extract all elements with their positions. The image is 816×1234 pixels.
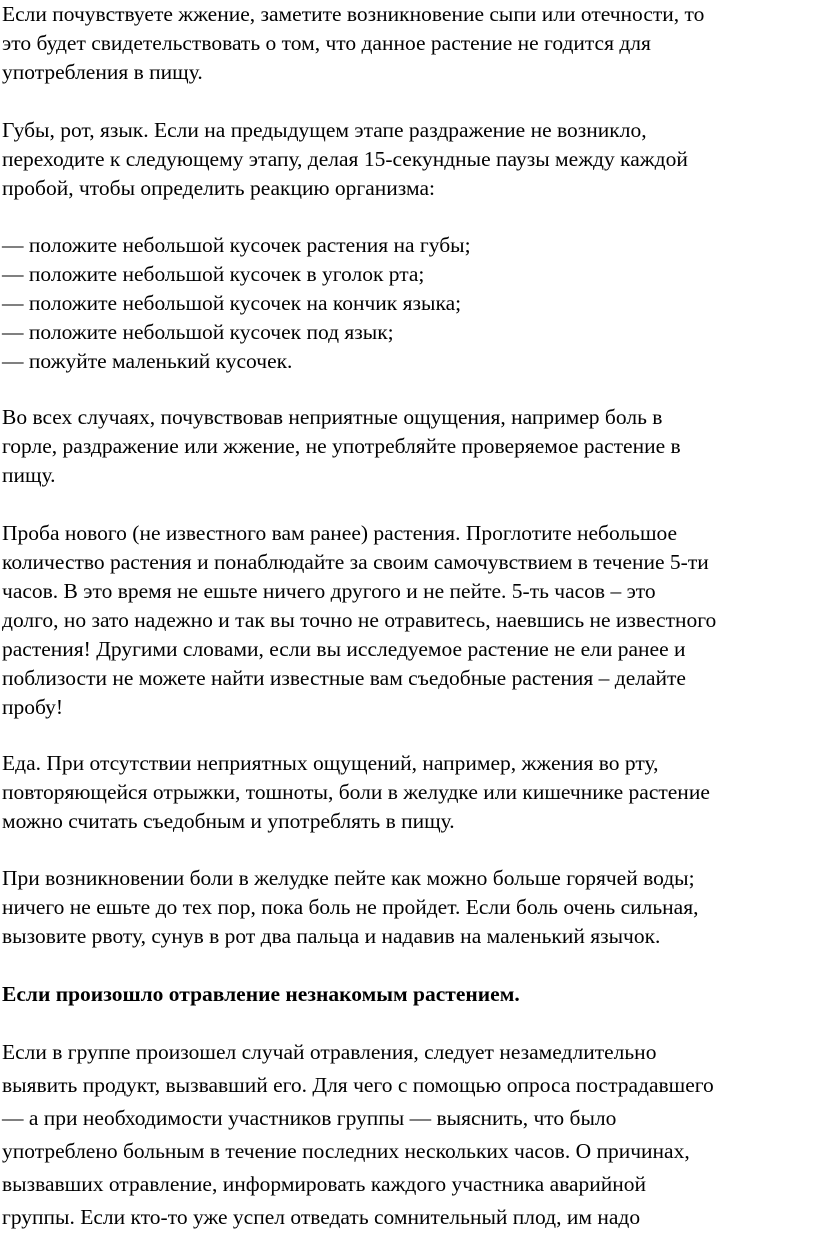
text-line: повторяющейся отрыжки, тошноты, боли в желудке или кишечнике растение bbox=[2, 780, 710, 804]
text-line: Губы, рот, язык. Если на предыдущем этапе раздражение не возникло, bbox=[2, 118, 647, 142]
text-line: употребления в пищу. bbox=[2, 60, 203, 84]
paragraph-unpleasant-sensations bbox=[2, 403, 816, 490]
text-line: вызвавших отравление, информировать каждого участника аварийной bbox=[2, 1172, 647, 1196]
list-item: — положите небольшой кусочек на кончик языка; bbox=[2, 291, 462, 315]
heading-text: Если произошло отравление незнакомым растением. bbox=[2, 982, 520, 1006]
paragraph-stomach-pain bbox=[2, 864, 816, 951]
text-line: Еда. При отсутствии неприятных ощущений, например, жжения во рту, bbox=[2, 751, 659, 775]
text-line: — а при необходимости участников группы — выяснить, что было bbox=[2, 1106, 617, 1130]
paragraph-poisoning-response bbox=[2, 1036, 816, 1234]
text-line: ничего не ешьте до тех пор, пока боль не пройдет. Если боль очень сильная, bbox=[2, 895, 699, 919]
text-line: переходите к следующему этапу, делая 15-секундные паузы между каждой bbox=[2, 147, 688, 171]
text-line: группы. Если кто-то уже успел отведать сомнительный плод, им надо bbox=[2, 1205, 641, 1229]
text-line: поблизости не можете найти известные вам съедобные растения – делайте bbox=[2, 666, 686, 690]
list-item: — положите небольшой кусочек растения на губы; bbox=[2, 233, 471, 257]
text-line: Если в группе произошел случай отравления, следует незамедлительно bbox=[2, 1040, 657, 1064]
text-line: При возникновении боли в желудке пейте как можно больше горячей воды; bbox=[2, 866, 695, 890]
text-line: количество растения и понаблюдайте за своим самочувствием в течение 5-ти bbox=[2, 550, 709, 574]
paragraph-lips-mouth-tongue bbox=[2, 116, 816, 203]
list-item: — пожуйте маленький кусочек. bbox=[2, 349, 293, 373]
text-line: горле, раздражение или жжение, не употребляйте проверяемое растение в bbox=[2, 434, 681, 458]
text-line: Если почувствуете жжение, заметите возникновение сыпи или отечности, то bbox=[2, 2, 705, 26]
text-line: пробой, чтобы определить реакцию организма: bbox=[2, 176, 435, 200]
text-line: можно считать съедобным и употреблять в пищу. bbox=[2, 809, 455, 833]
text-line: долго, но зато надежно и так вы точно не отравитесь, наевшись не известного bbox=[2, 608, 717, 632]
text-line: выявить продукт, вызвавший его. Для чего с помощью опроса пострадавшего bbox=[2, 1073, 714, 1097]
text-line: пробу! bbox=[2, 695, 64, 719]
text-line: это будет свидетельствовать о том, что данное растение не годится для bbox=[2, 31, 651, 55]
list-item: — положите небольшой кусочек под язык; bbox=[2, 320, 394, 344]
text-line: Проба нового (не известного вам ранее) растения. Проглотите небольшое bbox=[2, 521, 678, 545]
text-line: растения! Другими словами, если вы исследуемое растение не ели ранее и bbox=[2, 637, 686, 661]
paragraph-new-plant-test bbox=[2, 519, 816, 722]
text-line: употреблено больным в течение последних нескольких часов. О причинах, bbox=[2, 1139, 690, 1163]
list-item: — положите небольшой кусочек в уголок рта; bbox=[2, 262, 425, 286]
text-line: пищу. bbox=[2, 463, 56, 487]
text-line: часов. В это время не ешьте ничего другого и не пейте. 5-ть часов – это bbox=[2, 579, 656, 603]
section-heading bbox=[2, 980, 816, 1009]
paragraph-rash-warning bbox=[2, 0, 816, 87]
paragraph-food bbox=[2, 749, 816, 836]
text-line: Во всех случаях, почувствовав неприятные ощущения, например боль в bbox=[2, 405, 663, 429]
text-line: вызовите рвоту, сунув в рот два пальца и надавив на маленький язычок. bbox=[2, 924, 661, 948]
list-test-steps bbox=[2, 231, 816, 376]
